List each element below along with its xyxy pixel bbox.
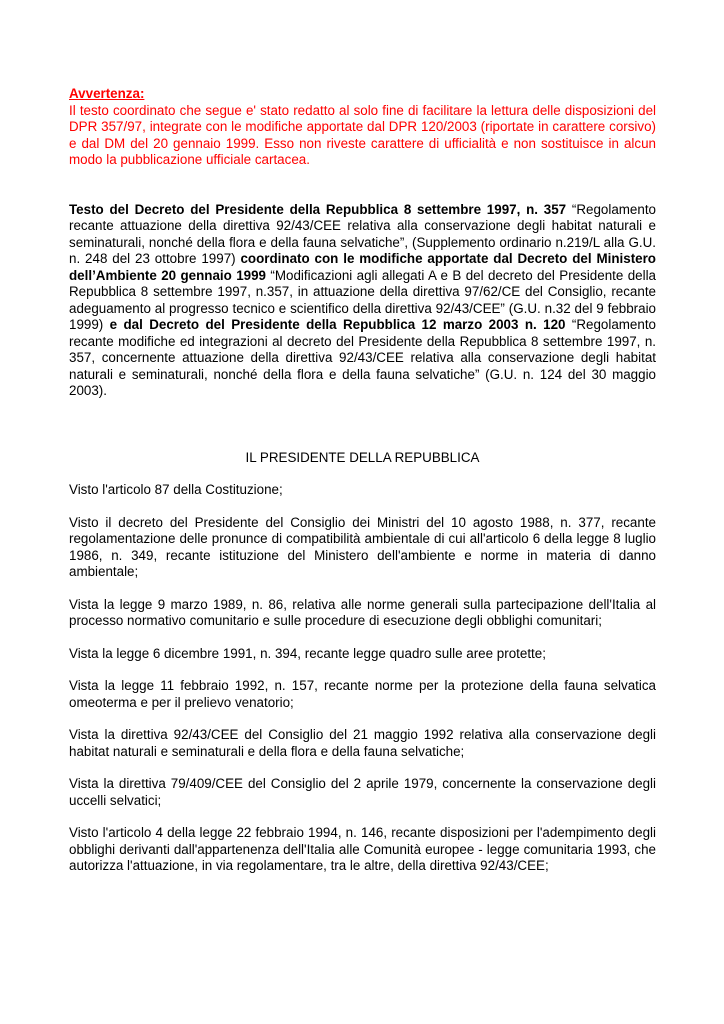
- intro-dm-description: “Modificazioni agli allegati A e B del decreto del Presidente della Repubblica 8 settembre 1997, n.357, in attuazione della direttiva 97/62/CE del Consiglio, recante adeguamento al progresso tecnico e scientifico della direttiva 92/43/CEE” (G.U. n.32 del 9 febbraio 1999): [69, 267, 656, 332]
- recital-paragraph: Visto il decreto del Presidente del Consiglio dei Ministri del 10 agosto 1988, n. 377, recante regolamentazione delle pronunce di compatibilità ambientale di cui all'articolo 6 della legge 8 luglio 1986, n. 349, recante istituzione del Ministero dell'ambiente e norme in materia di danno ambientale;: [69, 514, 656, 579]
- intro-dpr-2003: e dal Decreto del Presidente della Repubblica 12 marzo 2003 n. 120: [109, 317, 566, 332]
- intro-coordinated-with: coordinato con le modifiche apportate dal Decreto del Ministero dell’Ambiente 20 gennaio 1999: [69, 251, 656, 283]
- warning-title: Avvertenza:: [69, 86, 145, 101]
- recital-paragraph: Visto l'articolo 87 della Costituzione;: [69, 482, 283, 497]
- recital-paragraph: Vista la legge 6 dicembre 1991, n. 394, recante legge quadro sulle aree protette;: [69, 645, 546, 661]
- recital-paragraph: Vista la direttiva 79/409/CEE del Consiglio del 2 aprile 1979, concernente la conservazione degli uccelli selvatici;: [69, 776, 656, 808]
- recital-paragraph: Vista la legge 9 marzo 1989, n. 86, relativa alle norme generali sulla partecipazione dell'Italia al processo normativo comunitario e sulle procedure di esecuzione degli obblighi comunitari;: [69, 596, 656, 628]
- intro-dpr-2003-description: “Regolamento recante modifiche ed integrazioni al decreto del Presidente della Repubblica 8 settembre 1997, n. 357, concernente attuazione della direttiva 92/43/CEE relativa alla conservazione degli habitat naturali e seminaturali, nonché della flora e della fauna selvatiche” (G.U. n. 124 del 30 maggio 2003).: [69, 317, 656, 398]
- intro-paragraph: [69, 202, 656, 400]
- warning-notice: [69, 86, 656, 169]
- recital-paragraph: Vista la direttiva 92/43/CEE del Consiglio del 21 maggio 1992 relativa alla conservazione degli habitat naturali e seminaturali e della flora e della fauna selvatiche;: [69, 727, 656, 759]
- recital-paragraph: Visto l'articolo 4 della legge 22 febbraio 1994, n. 146, recante disposizioni per l'adempimento degli obblighi derivanti dall'appartenenza dell'Italia alle Comunità europee - legge comunitaria 1993, che autorizza l'attuazione, in via regolamentare, tra le altre, della direttiva 92/43/CEE;: [69, 825, 656, 873]
- recital-paragraph: Vista la legge 11 febbraio 1992, n. 157, recante norme per la protezione della fauna selvatica omeoterma e per il prelievo venatorio;: [69, 678, 656, 710]
- intro-decree-title: Testo del Decreto del Presidente della Repubblica 8 settembre 1997, n. 357: [69, 201, 567, 217]
- document-page: [69, 86, 656, 875]
- intro-decree-description: “Regolamento recante attuazione della direttiva 92/43/CEE relativa alla conservazione degli habitat naturali e seminaturali, nonché della flora e della fauna selvatiche”, (Supplemento ordinario n.219/L alla G.U. n. 248 del 23 ottobre 1997): [69, 201, 656, 266]
- warning-text: Il testo coordinato che segue e' stato redatto al solo fine di facilitare la lettura delle disposizioni del DPR 357/97, integrate con le modifiche apportate dal DPR 120/2003 (riportate in carattere corsivo) e dal DM del 20 gennaio 1999. Esso non riveste carattere di ufficialità e non sostituisce in alcun modo la pubblicazione ufficiale cartacea.: [69, 102, 656, 167]
- section-heading: IL PRESIDENTE DELLA REPUBBLICA: [245, 449, 480, 465]
